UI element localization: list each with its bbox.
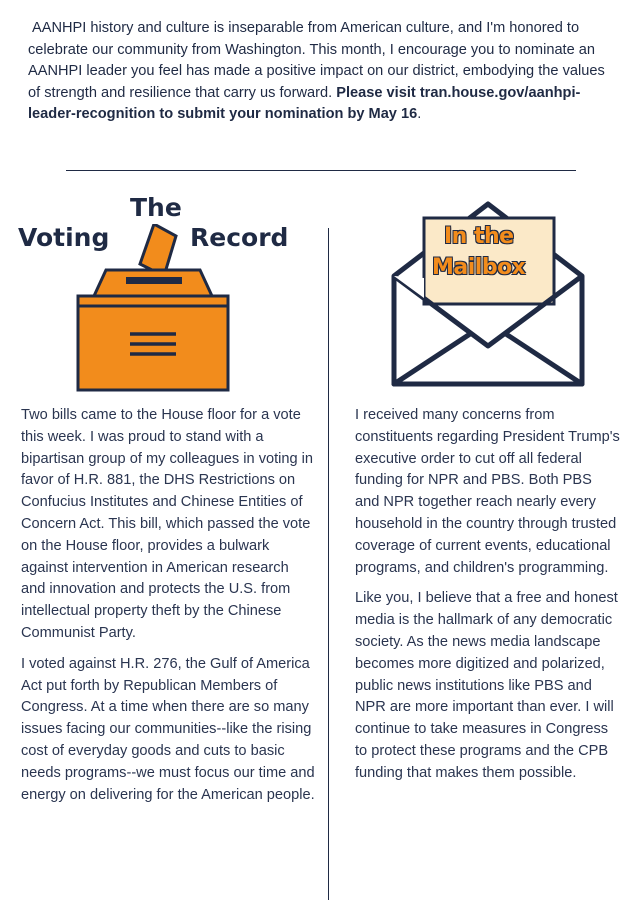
mailbox-column xyxy=(355,405,620,794)
voting-title-voting: Voting xyxy=(18,223,110,252)
mailbox-title-line2: Mailbox xyxy=(432,255,526,280)
intro-text: AANHPI history and culture is inseparable from American culture, and I'm honored to celebrate our community from Washington. This month, I encourage you to nominate an AANHPI leader you feel has made a positive impact on our district, embodying the values of strength and resilience that carry us forward. xyxy=(28,20,605,101)
intro-nomination-link-text: Please visit tran.house.gov/aanhpi-leader-recognition to submit your nomination by May 16 xyxy=(28,84,581,122)
mailbox-title-line1: In the xyxy=(444,224,514,249)
column-divider xyxy=(328,228,329,900)
voting-title-record: Record xyxy=(190,223,289,252)
voting-paragraph: Two bills came to the House floor for a vote this week. I was proud to stand with a bipartisan group of my colleagues in voting in favor of H.R. 881, the DHS Restrictions on Confucius Institutes and Chinese Entities of Concern Act. This bill, which passed the vote on the House floor, provides a bulwark against intervention in American research and innovation and protects the U.S. from intellectual property theft by the Chinese Communist Party. xyxy=(21,407,314,641)
intro-paragraph xyxy=(28,18,618,126)
voting-record-column xyxy=(21,405,317,815)
ballot-paper xyxy=(140,224,176,276)
ballot-box-icon xyxy=(18,224,318,394)
voting-paragraph: I voted against H.R. 276, the Gulf of America Act put forth by Republican Members of Congress. At a time when there are so many issues facing our communities--like the rising cost of everyday goods and cuts to basic needs programs--we must focus our time and energy on delivering for the American people. xyxy=(21,655,315,803)
voting-title-the: The xyxy=(130,193,182,222)
section-divider xyxy=(66,170,576,171)
intro-end: . xyxy=(417,106,422,122)
mailbox-paragraph: Like you, I believe that a free and honest media is the hallmark of any democratic society. As the news media landscape becomes more digitized and polarized, public news institutions like PBS and NPR are more important than ever. I will continue to take measures in Congress to protect these programs and the CPB funding that makes them possible. xyxy=(355,590,618,781)
mailbox-paragraph: I received many concerns from constituents regarding President Trump's executive order to cut off all federal funding for NPR and PBS. Both PBS and NPR together reach nearly every household in the country through trusted coverage of current events, educational programs, and children's programming. xyxy=(355,407,620,576)
